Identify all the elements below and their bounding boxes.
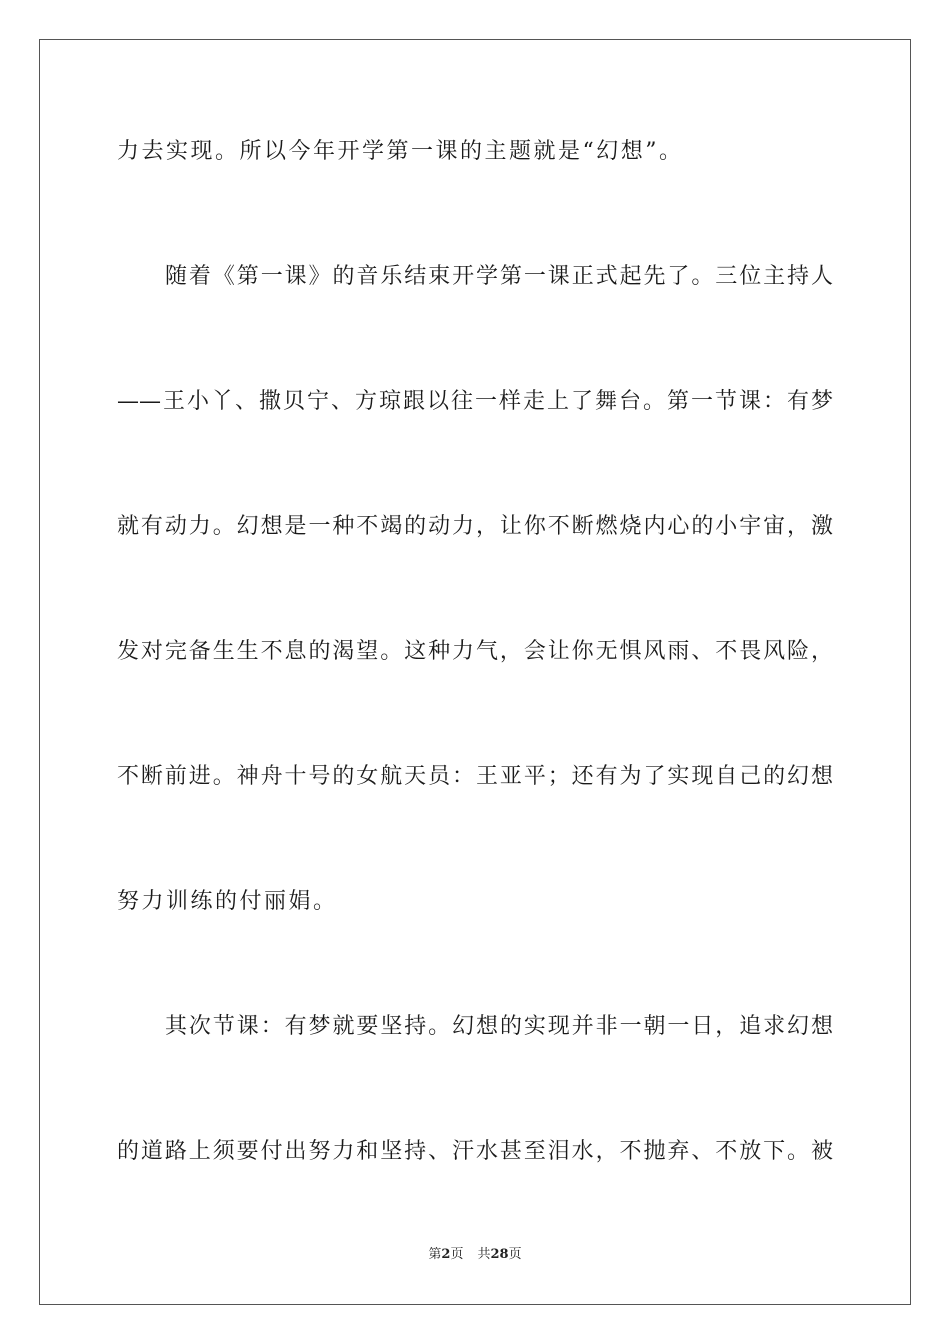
body-text-line-3: ——王小丫、撒贝宁、方琼跟以往一样走上了舞台。第一节课：有梦: [117, 389, 833, 414]
body-text-line-1: 力去实现。所以今年开学第一课的主题就是“幻想”。: [117, 139, 684, 164]
body-text-line-8: 其次节课：有梦就要坚持。幻想的实现并非一朝一日，追求幻想: [165, 1014, 833, 1039]
page-number: 2: [441, 1247, 451, 1262]
total-pages: 28: [490, 1247, 509, 1262]
page-frame: [39, 39, 911, 1305]
page-footer: [0, 1247, 950, 1263]
body-text-line-5: 发对完备生生不息的渴望。这种力气，会让你无惧风雨、不畏风险，: [117, 639, 833, 664]
body-text-line-6: 不断前进。神舟十号的女航天员：王亚平；还有为了实现自己的幻想: [117, 764, 833, 789]
page-suffix: 页: [450, 1247, 464, 1262]
total-prefix: 共: [477, 1247, 491, 1262]
body-text-line-7: 努力训练的付丽娟。: [117, 889, 338, 914]
body-text-line-2: 随着《第一课》的音乐结束开学第一课正式起先了。三位主持人: [165, 264, 833, 289]
page-prefix: 第: [428, 1247, 442, 1262]
body-text-line-4: 就有动力。幻想是一种不竭的动力，让你不断燃烧内心的小宇宙，激: [117, 514, 833, 539]
total-suffix: 页: [508, 1247, 522, 1262]
body-text-line-9: 的道路上须要付出努力和坚持、汗水甚至泪水，不抛弃、不放下。被: [117, 1139, 833, 1164]
